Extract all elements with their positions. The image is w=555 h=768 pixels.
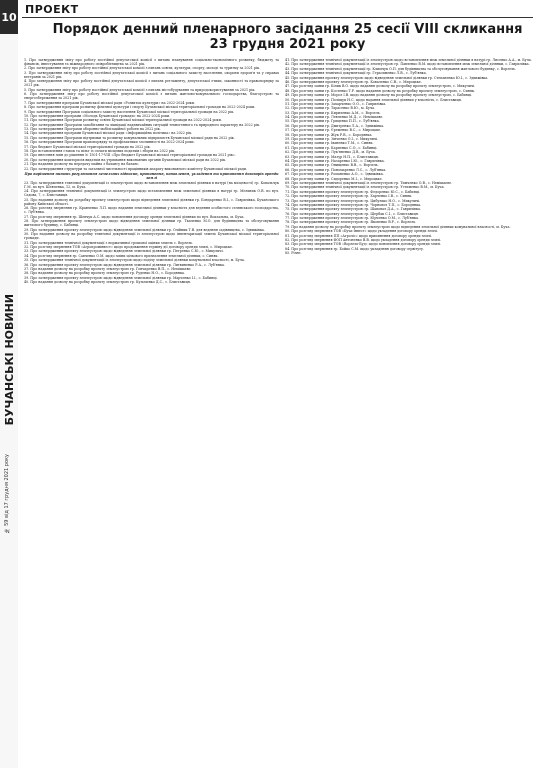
agenda-item: 49. Про розгляд заяви гр. Мороз І.В. щодо надання дозволу на розробку проекту землеустрою, с. Бабинці. [285,93,473,98]
agenda-item: 81. Про розгляд звернення ПП «Агроліс» щодо припинення договору оренди землі. [285,233,433,238]
sidebar [0,34,18,768]
agenda-item: 20. Про затвердження кошторисів видатків на утримання виконавчих органів Бучанської міської ради на 2022 рік. [24,157,227,162]
agenda-item: 41. Про затвердження технічної документації із землеустрою щодо встановлення меж земельної ділянки в натурі гр. Лисенко А.А., м. Буча. [285,58,532,62]
agenda-item: 35. Про затвердження технічної документації із землеустрою щодо поділу земельної ділянки комунальної власності, м. Буча. [24,258,245,263]
agenda-column-right [285,58,540,762]
agenda-item: 53. Про розгляд заяви гр. Кириленко А.М., с. Ворзель. [285,110,381,115]
agenda-item: 24. Про затвердження технічної документації із землеустрою щодо встановлення меж земельної ділянки в натурі гр. Мельник О.В. по вул. Садова, 7, с. Блиставиця. [24,189,279,198]
agenda-item: 44. Про затвердження технічної документації гр. Герасименко Л.В., с. Луб'янка. [285,71,427,76]
agenda-item: 61. Про розгляд заяви гр. Карпенко С.О., с. Бабинці. [285,145,378,150]
agenda-item: 84. Про розгляд звернення гр. Бойко С.М. щодо укладення договору сервітуту. [285,246,424,251]
agenda-item: 26. Про розгляд звернення гр. Кравченко Л.П. щодо надання земельної ділянки у власність для ведення особистого селянського господарства, с. Луб'янка. [24,206,279,215]
newspaper-logo: БУЧАНСЬКІ НОВИНИ [3,294,16,426]
agenda-item: 16. Про затвердження Програми правопорядку та профілактики злочинності на 2022-2024 роки. [24,140,195,145]
agenda-item: 76. Про затвердження проекту землеустрою гр. Щербак С.І., с. Блиставиця. [285,211,419,216]
agenda-item: 38. Про надання дозволу на розробку проекту землеустрою гр. Руденко Н.О., с. Бородянка. [24,271,186,276]
agenda-item: 59. Про розгляд заяви гр. Зінченко О.І., с. Микуличі. [285,137,379,142]
agenda-item: 69. Про затвердження технічної документації із землеустрою гр. Тимченко О.В., с. Немішаєве. [285,180,453,185]
agenda-item: 48. Про розгляд заяви гр. Костенко Т.Р. щодо надання дозволу на розробку проекту землеустрою, с. Синяк. [285,88,476,93]
title-line-1: Порядок денний пленарного засідання 25 сесії VIII скликання [52,22,523,37]
agenda-item: 83. Про розгляд звернення ТОВ «Ворзель-Буд» щодо поновлення договору оренди землі. [285,242,442,247]
agenda-item: 12. Про затвердження Програми запобігання та ліквідації надзвичайних ситуацій техногенного та природного характеру на 2022 рік. [24,122,261,127]
agenda-item: 11. Про затвердження Програми розвитку освіти Бучанської міської територіальної громади на 2022-2024 роки. [24,118,222,123]
agenda-item: 56. Про розгляд заяви гр. Дмитренко Л.А., с. Здвижівка. [285,123,385,128]
agenda-item: 17. Про бюджет Бучанської міської територіальної громади на 2022 рік. [24,144,151,149]
agenda-item: 62. Про розгляд заяви гр. Лук'яненко Д.В., м. Буча. [285,150,376,155]
agenda-item: 28. Про затвердження проекту землеустрою щодо відведення земельної ділянки гр. Ткаченко М.О. для будівництва та обслуговування житлового будинку, с. Бабинці. [24,219,279,228]
agenda-item: 6. Про затвердження звіту про роботу постійної депутатської комісії з питань житлово-комунального господарства, благоустрою та енергозбереження за 2021 рік. [24,92,279,101]
agenda-item: 46. Про затвердження проекту землеустрою гр. Коваленко С.В., с. Мироцьке. [285,79,422,84]
agenda-item: 77. Про затвердження проекту землеустрою гр. Юрченко О.М., с. Луб'янка. [285,216,419,221]
agenda-item: 29. Про затвердження проекту землеустрою щодо відведення земельної ділянки гр. Олійник Т.В. для ведення садівництва, с. Здвижівка. [24,227,265,232]
agenda-item: 23. Про затвердження технічної документації із землеустрою щодо встановлення меж земельної ділянки в натурі (на місцевості) гр. Ковальчук Г.М. по вул. Шевченка, 12, м. Буча. [24,180,279,189]
page-title [30,22,545,52]
agenda-column-left [24,58,279,762]
agenda-item: 45. Про затвердження проекту землеустрою щодо відведення земельної ділянки гр. Степаненко Ю.І., с. Здвижівка. [285,75,489,80]
agenda-item: 1. Про затвердження звіту про роботу постійної депутатської комісії з питань планування соціально-економічного розвитку, бюджету та фінансів, інвестування та міжнародного співробітництва за 2021 рік. [24,58,279,67]
agenda-item: 4. Про затвердження звіту про роботу постійної депутатської комісії з питань регламенту, депутатської етики, законності та правопорядку за 2021 рік. [24,79,279,88]
agenda-item: 68. Про розгляд заяви гр. Сидоренко М.І., с. Мироцьке. [285,176,383,181]
agenda-item: 13. Про затвердження Програми оборонно-мобілізаційної роботи на 2022 рік. [24,127,161,132]
agenda-item: 31. Про затвердження технічної документації з нормативної грошової оцінки земель с. Ворзель. [24,240,194,245]
agenda-item: 8. Про затвердження програми розвитку фізичної культури і спорту Бучанської міської територіальної громади на 2022-2024 роки. [24,105,256,110]
agenda-item: 66. Про розгляд заяви гр. Пономаренко Л.С., с. Луб'янка. [285,167,387,172]
agenda-item: 73. Про затвердження проекту землеустрою гр. Цибулько Н.О., с. Микуличі. [285,198,421,203]
agenda-item: 50. Про розгляд заяви гр. Поліщук Н.С. щодо надання земельної ділянки у власність, с. Блиставиця. [285,97,462,102]
agenda-item: 85. Різне. [285,251,302,256]
agenda-item: 14. Про затвердження програми Бучанської міської ради «Інформаційна політика» на 2022 рік. [24,131,193,136]
agenda-item: 19. Про внесення змін до рішення № 1501-17-VIII «Про бюджет Бучанської міської територіальної громади на 2021 рік». [24,153,236,158]
agenda-item: 82. Про розгляд звернення ФОП Антоненко В.В. щодо укладення договору оренди землі. [285,238,442,243]
agenda-item: 65. Про розгляд заяви гр. Онищенко В.В., с. Ворзель. [285,163,379,168]
agenda-item: 21. Про надання дозволу на передачу майна з балансу на баланс. [24,162,140,167]
agenda-item: 75. Про затвердження проекту землеустрою гр. Шаповал Д.А., с. Гаврилівка. [285,207,421,212]
agenda-item: 58. Про розгляд заяви гр. Жук Р.В., с. Бородянка. [285,132,373,137]
agenda-item: 60. Про розгляд заяви гр. Іваненко Т.М., с. Синяк. [285,141,374,146]
agenda-item: 74. Про затвердження проекту землеустрою гр. Чорновол Т.П., с. Бородянка. [285,202,422,207]
agenda-item: 3. Про затвердження звіту про роботу постійної депутатської комісії з питань соціального захисту населення, охорони здоров'я та у справах ветеранів за 2021 рік. [24,70,279,79]
agenda-item: 36. Про затвердження проекту землеустрою щодо відведення земельної ділянки гр. Литвиненко Р.А., с. Луб'янка. [24,262,225,267]
agenda-item: 54. Про розгляд заяви гр. Левченко М.Д., с. Немішаєве. [285,115,384,120]
agenda-item: 71. Про затвердження проекту землеустрою гр. Федоренко Ю.С., с. Бабинці. [285,189,421,194]
agenda-item: 30. Про надання дозволу на розробку технічної документації із землеустрою щодо інвентаризації земель Бучанської міської територіальної громади. [24,232,279,241]
agenda-item: 2. Про затвердження звіту про роботу постійної депутатської комісії з питань освіти, культури, спорту, молоді та туризму за 2021 рік. [24,66,261,71]
agenda-item: 39. Про затвердження проекту землеустрою щодо відведення земельної ділянки гр. Марченко І.І., с. Бабинці. [24,275,218,280]
section-label: ПРОЕКТ [25,3,79,16]
agenda-item: 47. Про розгляд заяви гр. Білик В.О. щодо надання дозволу на розробку проекту землеустрою, с. Микуличі. [285,84,476,89]
agenda-item: 64. Про розгляд заяви гр. Назаренко І.Ю., с. Гаврилівка. [285,158,385,163]
agenda-item: 55. Про розгляд заяви гр. Гриценко П.П., с. Луб'янка. [285,119,380,124]
agenda-item: 42. Про затвердження технічної документації із землеустрою гр. Павленко В.М. щодо встановлення меж земельної ділянки, с. Гаврилівка. [285,62,530,67]
agenda-item: 43. Про затвердження технічної документації гр. Климчук О.П. для будівництва та обслуговування житлового будинку, с. Ворзель. [285,66,516,71]
agenda-item: 33. Про затвердження проекту землеустрою щодо відведення земельної ділянки гр. Петренко С.Ю., с. Микуличі. [24,249,224,254]
page-number: 10 [0,0,18,34]
agenda-item: 72. Про затвердження проекту землеустрою гр. Харченко І.В., с. Синяк. [285,194,413,199]
agenda-item: 52. Про розгляд заяви гр. Тарасенко В.Ю., м. Буча. [285,106,376,111]
issue-info: № 59 від 17 грудня 2021 року [4,454,10,534]
agenda-item: 18. Про встановлення ставок та пільг із сплати місцевих податків і зборів на 2022 рік. [24,149,176,154]
agenda-item: 10. Про затвердження програми «Молодь Бучанської громади» на 2022-2024 роки. [24,113,171,118]
agenda-item: 67. Про розгляд заяви гр. Романенко А.О., с. Здвижівка. [285,172,384,177]
agenda-item: 15. Про затвердження Програми підтримки та розвитку комунальних підприємств Бучанської міської ради на 2022 рік. [24,135,235,140]
title-line-2: 23 грудня 2021 року [209,37,366,52]
agenda-item: 79. Про надання дозволу на розробку проекту землеустрою щодо відведення земельної ділянки комунальної власності, м. Буча. [285,224,511,229]
agenda-item: 5. Про затвердження звіту про роботу постійної депутатської комісії з питань містобудування та природокористування за 2021 рік. [24,87,256,92]
agenda-item: 40. Про надання дозволу на розробку проекту землеустрою гр. Кузьменко Д.С., с. Блиставиця. [24,280,191,285]
agenda-item: 9. Про затвердження Програми соціального захисту населення Бучанської міської територіальної громади на 2022 рік. [24,109,235,114]
agenda-item: 78. Про затвердження проекту землеустрою гр. Яковенко В.Р., с. Ворзель. [285,220,417,225]
agenda-item: 57. Про розгляд заяви гр. Єременко В.С., с. Мироцьке. [285,128,382,133]
agenda-item: Про вирішення питань регулювання земельних відносин, припинення, поновлення, укладення та припинення договорів оренди землі [24,171,279,180]
agenda-item: 80. Про розгляд звернення ТОВ «Буча-Інвест» щодо укладення договору оренди землі. [285,229,438,234]
agenda-item: 70. Про затвердження технічної документації із землеустрою гр. Устименко В.М., м. Буча. [285,185,445,190]
agenda-item: 7. Про затвердження програми Бучанської міської ради «Розвиток культури» на 2022-2024 роки. [24,100,195,105]
agenda-item: 25. Про надання дозволу на розробку проекту землеустрою щодо відведення земельної ділянки гр. Бондаренко В.І., с. Гаврилівка, Бучанського району Київської області. [24,197,279,206]
agenda-item: 51. Про розгляд заяви гр. Захарченко О.О., с. Гаврилівка. [285,101,387,106]
agenda-item: 34. Про розгляд звернення гр. Савченко О.М. щодо зміни цільового призначення земельної ділянки, с. Синяк. [24,253,219,258]
agenda-item: 22. Про затвердження структури та загальної чисельності працівників апарату виконавчого комітету Бучанської міської ради. [24,166,248,171]
agenda-item: 32. Про розгляд звернення ТОВ «Агропромінвест» щодо продовження терміну дії договору оренди землі, с. Мироцьке. [24,244,233,249]
agenda-item: 37. Про надання дозволу на розробку проекту землеустрою гр. Гончаренко В.П., с. Немішаєве. [24,266,192,271]
agenda-item: 27. Про розгляд звернення гр. Шевчук А.С. щодо поновлення договору оренди земельної ділянки по вул. Вокзальна, м. Буча. [24,214,245,219]
header-divider [22,17,533,18]
agenda-item: 63. Про розгляд заяви гр. Мазур Н.П., с. Блиставиця. [285,154,379,159]
